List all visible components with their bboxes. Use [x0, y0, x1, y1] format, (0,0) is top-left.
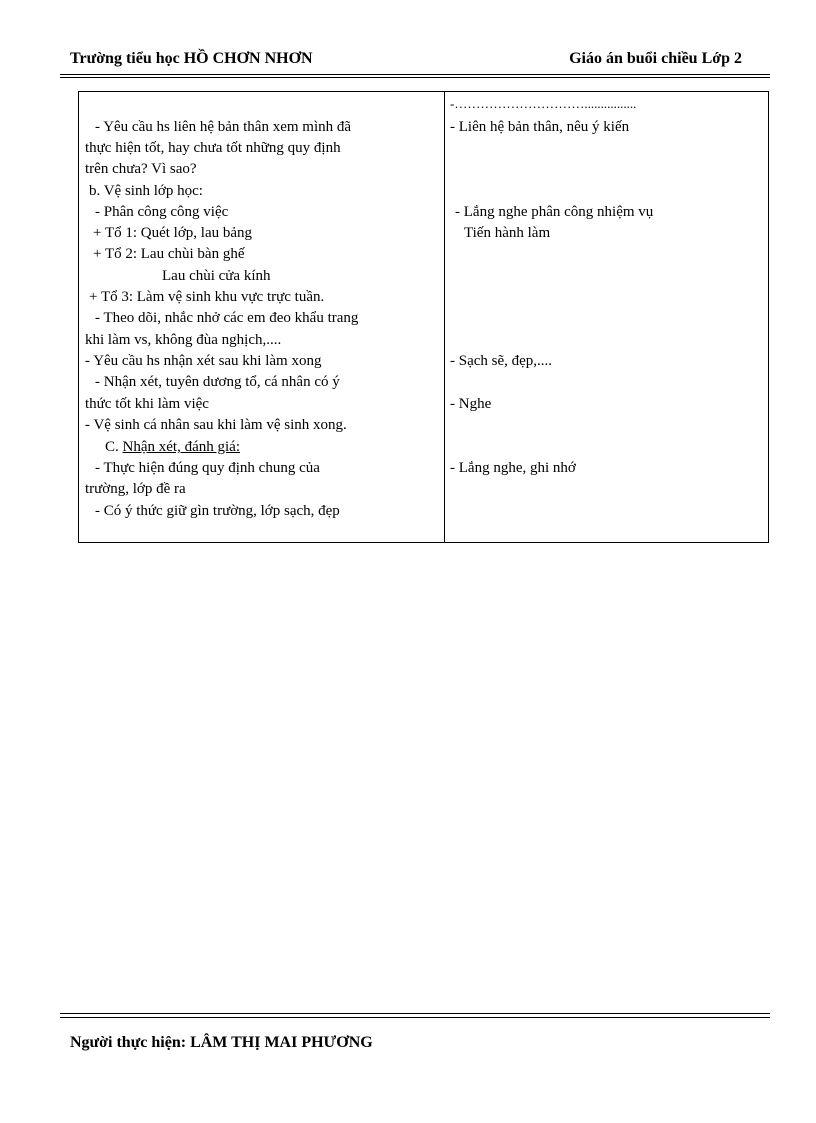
left-line-16 — [105, 437, 240, 457]
right-line-2: - Lắng nghe phân công nhiệm vụ — [455, 204, 654, 220]
lesson-title: Giáo án buổi chiều Lớp 2 — [569, 50, 742, 67]
footer-rule-bottom — [60, 1017, 770, 1018]
left-line-2: thực hiện tốt, hay chưa tốt những quy định — [85, 140, 341, 156]
right-line-6: - Lắng nghe, ghi nhớ — [450, 460, 576, 476]
page-header — [70, 50, 742, 72]
left-line-5: - Phân công công việc — [95, 204, 229, 220]
left-line-19: - Có ý thức giữ gìn trường, lớp sạch, đẹp — [95, 503, 340, 519]
left-line-14: thức tốt khi làm việc — [85, 396, 209, 412]
column-divider — [444, 92, 445, 542]
left-line-11: khi làm vs, không đùa nghịch,.... — [85, 332, 282, 348]
left-line-7: + Tổ 2: Lau chùi bàn ghế — [93, 246, 245, 262]
left-line-13: - Nhận xét, tuyên dương tổ, cá nhân có ý — [95, 374, 340, 390]
left-line-10: - Theo dõi, nhắc nhở các em đeo khẩu trang — [95, 310, 359, 326]
header-rule-top — [60, 74, 770, 75]
header-rule-bottom — [60, 77, 770, 78]
footer-rule-top — [60, 1013, 770, 1014]
right-line-1: - Liên hệ bản thân, nêu ý kiến — [450, 119, 630, 135]
left-line-1: - Yêu cầu hs liên hệ bản thân xem mình đã — [95, 119, 352, 135]
lesson-table — [78, 91, 769, 543]
left-line-15: - Vệ sinh cá nhân sau khi làm vệ sinh xong. — [85, 417, 347, 433]
right-line-4: - Sạch sẽ, đẹp,.... — [450, 353, 553, 369]
left-line-12: - Yêu cầu hs nhận xét sau khi làm xong — [85, 353, 322, 369]
left-line-9: + Tổ 3: Làm vệ sinh khu vực trực tuần. — [89, 289, 325, 305]
left-line-18: trường, lớp đề ra — [85, 481, 186, 497]
left-line-4: b. Vệ sinh lớp học: — [89, 183, 203, 199]
footer-author: Người thực hiện: LÂM THỊ MAI PHƯƠNG — [70, 1034, 373, 1051]
right-line-0: -…………………………................ — [450, 96, 637, 111]
right-line-3: Tiến hành làm — [464, 225, 551, 241]
section-c-prefix: C. — [105, 439, 119, 455]
left-line-6: + Tổ 1: Quét lớp, lau bảng — [93, 225, 253, 241]
section-c-heading: Nhận xét, đánh giá: — [122, 439, 240, 455]
right-line-5: - Nghe — [450, 396, 492, 412]
left-line-17: - Thực hiện đúng quy định chung của — [95, 460, 320, 476]
left-line-8: Lau chùi cửa kính — [162, 268, 271, 284]
school-name: Trường tiểu học HỒ CHƠN NHƠN — [70, 50, 313, 67]
left-line-3: trên chưa? Vì sao? — [85, 161, 197, 177]
